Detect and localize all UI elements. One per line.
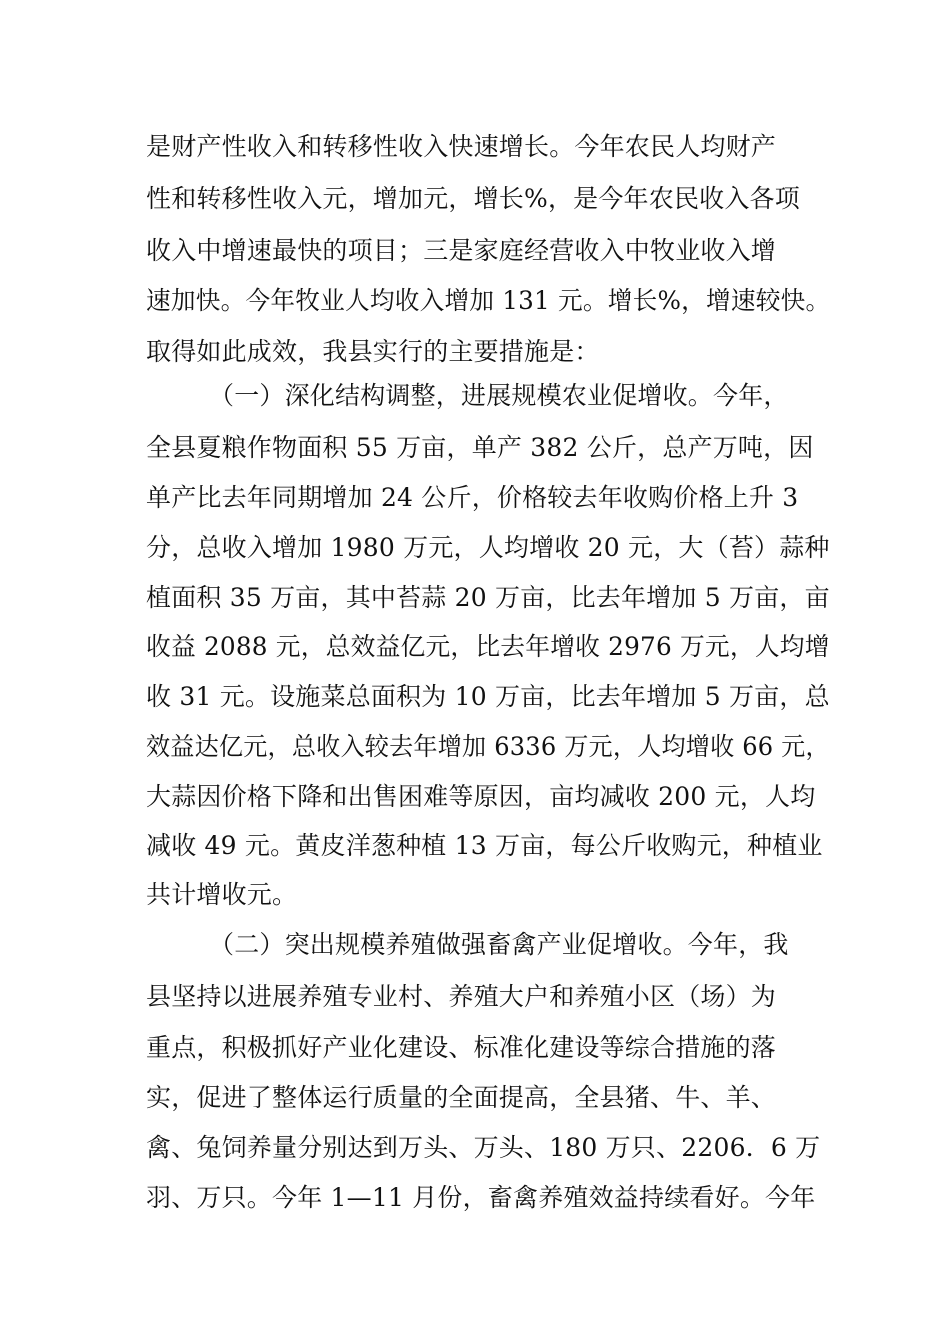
text-line: 共计增收元。 [146, 880, 298, 909]
text-line: 实，促进了整体运行质量的全面提高，全县猪、牛、羊、 [146, 1083, 777, 1112]
text-line: 分，总收入增加 1980 万元，人均增收 20 元，大（苔）蒜种 [146, 533, 830, 562]
paragraph-heading-2: （二）突出规模养殖做强畜禽产业促增收。今年，我 [209, 930, 789, 959]
text-line: 取得如此成效，我县实行的主要措施是： [146, 337, 600, 366]
text-line: 减收 49 元。黄皮洋葱种植 13 万亩，每公斤收购元，种植业 [146, 831, 823, 860]
text-line: 单产比去年同期增加 24 公斤，价格较去年收购价格上升 3 [146, 483, 799, 512]
text-line: 大蒜因价格下降和出售困难等原因，亩均减收 200 元，人均 [146, 782, 816, 811]
text-line: 羽、万只。今年 1—11 月份，畜禽养殖效益持续看好。今年 [146, 1183, 816, 1212]
text-line: 禽、兔饲养量分别达到万头、万头、180 万只、2206．6 万 [146, 1133, 821, 1162]
text-line: 效益达亿元，总收入较去年增加 6336 万元，人均增收 66 元， [146, 732, 830, 761]
text-line: 重点，积极抓好产业化建设、标准化建设等综合措施的落 [146, 1033, 777, 1062]
text-line: 收入中增速最快的项目；三是家庭经营收入中牧业收入增 [146, 236, 777, 265]
text-line: 速加快。今年牧业人均收入增加 131 元。增长%，增速较快。 [146, 286, 831, 315]
text-line: 全县夏粮作物面积 55 万亩，单产 382 公斤，总产万吨，因 [146, 433, 814, 462]
text-line: 收 31 元。设施菜总面积为 10 万亩，比去年增加 5 万亩，总 [146, 682, 830, 711]
text-line: 收益 2088 元，总效益亿元，比去年增收 2976 万元，人均增 [146, 632, 830, 661]
paragraph-heading-1: （一）深化结构调整，进展规模农业促增收。今年， [209, 381, 789, 410]
text-line: 性和转移性收入元，增加元，增长%，是今年农民收入各项 [146, 184, 800, 213]
text-line: 是财产性收入和转移性收入快速增长。今年农民人均财产 [146, 132, 777, 161]
text-line: 县坚持以进展养殖专业村、养殖大户和养殖小区（场）为 [146, 982, 777, 1011]
text-line: 植面积 35 万亩，其中苔蒜 20 万亩，比去年增加 5 万亩，亩 [146, 583, 830, 612]
